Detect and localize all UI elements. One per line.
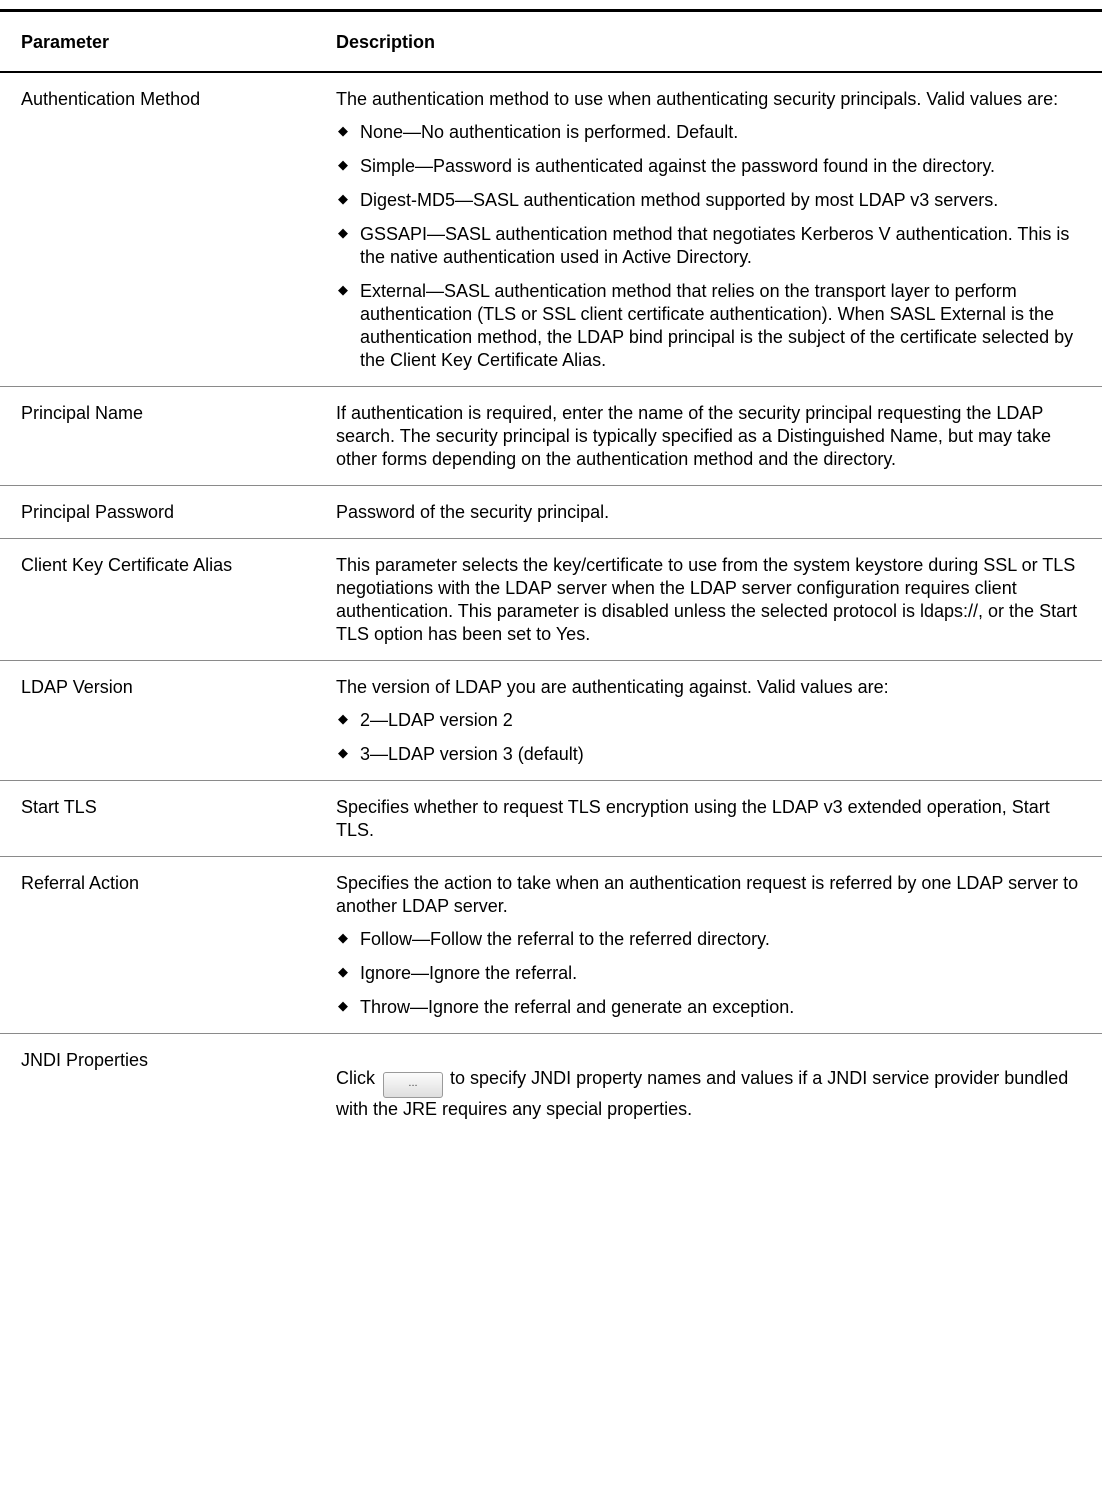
description-text: Specifies the action to take when an authentication request is referred by one LDAP server to another LDAP server. xyxy=(336,873,1079,916)
parameter-name: Referral Action xyxy=(0,857,313,1034)
ellipsis-button[interactable]: ... xyxy=(383,1072,443,1098)
parameter-description xyxy=(313,661,1102,781)
header-parameter: Parameter xyxy=(0,11,313,73)
parameter-description xyxy=(313,72,1102,387)
list-item-text: Simple—Password is authenticated against the password found in the directory. xyxy=(360,156,996,176)
parameter-description xyxy=(313,781,1102,857)
parameter-description xyxy=(313,857,1102,1034)
parameter-name: Client Key Certificate Alias xyxy=(0,539,313,661)
table-row xyxy=(0,781,1102,857)
list-item-text: 3—LDAP version 3 (default) xyxy=(360,744,584,764)
list-item-text: GSSAPI—SASL authentication method that negotiates Kerberos V authentication. This is the native authentication used in Active Directory. xyxy=(360,224,1070,267)
list-item-text: None—No authentication is performed. Default. xyxy=(360,122,739,142)
parameter-description xyxy=(313,486,1102,539)
bullet-diamond-icon: ◆ xyxy=(338,225,348,240)
parameter-name: Start TLS xyxy=(0,781,313,857)
bullet-diamond-icon: ◆ xyxy=(338,964,348,979)
bullet-list xyxy=(336,709,1092,766)
table-row xyxy=(0,72,1102,387)
parameter-name: Principal Password xyxy=(0,486,313,539)
list-item xyxy=(336,962,1092,985)
list-item-text: Follow—Follow the referral to the referred directory. xyxy=(360,929,770,949)
parameter-name: LDAP Version xyxy=(0,661,313,781)
parameter-description xyxy=(313,387,1102,486)
list-item-text: Ignore—Ignore the referral. xyxy=(360,963,578,983)
description-text xyxy=(336,1044,1092,1121)
list-item xyxy=(336,928,1092,951)
bullet-list xyxy=(336,928,1092,1019)
list-item-text: 2—LDAP version 2 xyxy=(360,710,513,730)
list-item xyxy=(336,121,1092,144)
table-row xyxy=(0,539,1102,661)
jndi-description-text: to specify JNDI property names and values if a JNDI service provider bundled with the JRE requires any special properties. xyxy=(336,1068,1069,1119)
bullet-diamond-icon: ◆ xyxy=(338,123,348,138)
list-item xyxy=(336,189,1092,212)
click-text: Click xyxy=(336,1068,375,1088)
table-row xyxy=(0,661,1102,781)
list-item-text: External—SASL authentication method that relies on the transport layer to perform authentication (TLS or SSL client certificate authentication). When SASL External is the authentication method, the LDAP bind principal is the subject of the certificate selected by the Client Key Certificate Alias. xyxy=(360,281,1074,370)
bullet-diamond-icon: ◆ xyxy=(338,191,348,206)
parameter-description xyxy=(313,1034,1102,1136)
parameter-description xyxy=(313,539,1102,661)
parameter-name: JNDI Properties xyxy=(21,1050,149,1070)
list-item-text: Throw—Ignore the referral and generate an exception. xyxy=(360,997,795,1017)
description-text: This parameter selects the key/certificate to use from the system keystore during SSL or TLS negotiations with the LDAP server when the LDAP server configuration requires client authentication. This parameter is disabled unless the selected protocol is ldaps://, or the Start TLS option has been set to Yes. xyxy=(336,555,1078,644)
bullet-diamond-icon: ◆ xyxy=(338,998,348,1013)
list-item xyxy=(336,709,1092,732)
table-header-row xyxy=(0,11,1102,73)
bullet-diamond-icon: ◆ xyxy=(338,745,348,760)
list-item xyxy=(336,280,1092,372)
bullet-diamond-icon: ◆ xyxy=(338,282,348,297)
description-text: Specifies whether to request TLS encryption using the LDAP v3 extended operation, Start TLS. xyxy=(336,797,1050,840)
list-item xyxy=(336,155,1092,178)
bullet-list xyxy=(336,121,1092,372)
list-item-text: Digest-MD5—SASL authentication method supported by most LDAP v3 servers. xyxy=(360,190,999,210)
description-text: Password of the security principal. xyxy=(336,502,610,522)
bullet-diamond-icon: ◆ xyxy=(338,930,348,945)
description-text: The authentication method to use when authenticating security principals. Valid values are: xyxy=(336,89,1059,109)
list-item xyxy=(336,743,1092,766)
header-description: Description xyxy=(313,11,1102,73)
table-row xyxy=(0,1034,1102,1136)
list-item xyxy=(336,996,1092,1019)
description-text: The version of LDAP you are authenticating against. Valid values are: xyxy=(336,677,889,697)
bullet-diamond-icon: ◆ xyxy=(338,711,348,726)
table-row xyxy=(0,387,1102,486)
bullet-diamond-icon: ◆ xyxy=(338,157,348,172)
description-text: If authentication is required, enter the name of the security principal requesting the LDAP search. The security principal is typically specified as a Distinguished Name, but may take other forms depending on the authentication method and the directory. xyxy=(336,403,1051,469)
parameter-table xyxy=(0,9,1102,1135)
table-row xyxy=(0,486,1102,539)
parameter-name: Principal Name xyxy=(0,387,313,486)
parameter-name: Authentication Method xyxy=(0,72,313,387)
list-item xyxy=(336,223,1092,269)
table-row xyxy=(0,857,1102,1034)
